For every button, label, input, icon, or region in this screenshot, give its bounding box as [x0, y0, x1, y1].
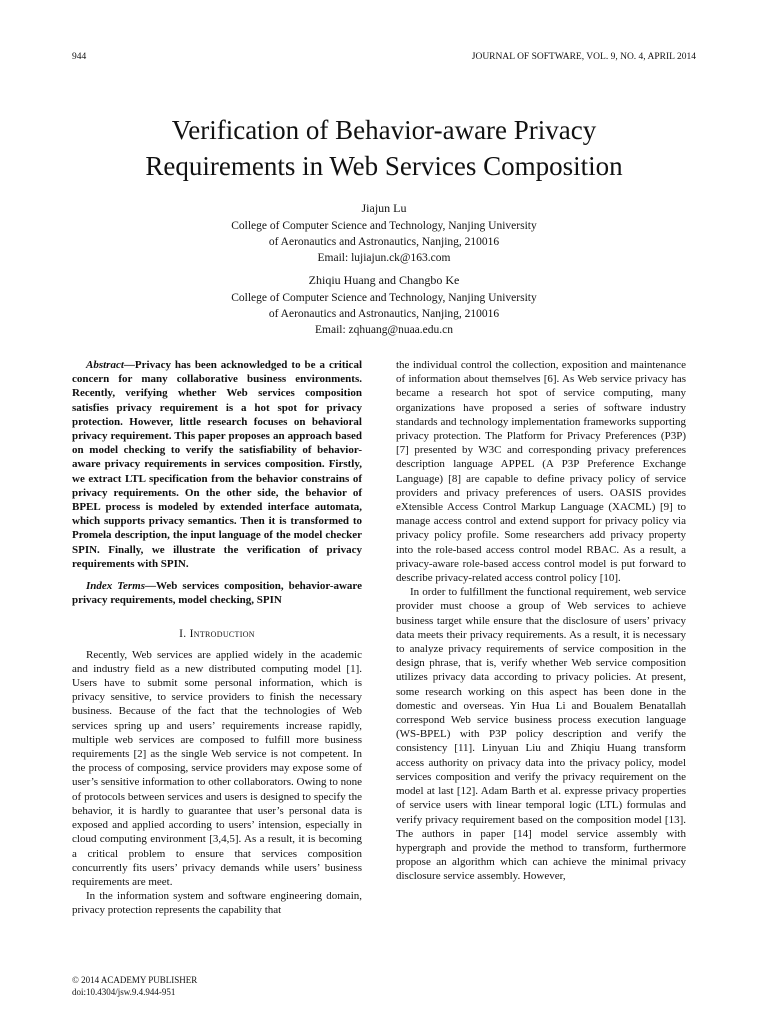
affiliation-line-2: of Aeronautics and Astronautics, Nanjing, 210016 [268, 308, 500, 320]
author-email: Email: lujiajun.ck@163.com [317, 252, 451, 264]
index-terms-text: —Web services composition, behavior-aware privacy requirements, model checking, SPIN [72, 580, 362, 607]
index-terms-label: Index Terms [86, 580, 146, 593]
left-column [72, 358, 362, 918]
section-title: Introduction [189, 628, 255, 641]
affiliation-line-1: College of Computer Science and Technology, Nanjing University [231, 220, 537, 232]
author-name: Zhiqiu Huang and Changbo Ke [308, 273, 460, 287]
right-column [396, 358, 686, 884]
copyright: © 2014 ACADEMY PUBLISHER [72, 975, 198, 985]
author-email: Email: zqhuang@nuaa.edu.cn [315, 324, 453, 336]
doi: doi:10.4304/jsw.9.4.944-951 [72, 986, 176, 997]
journal-name: JOURNAL OF SOFTWARE, VOL. 9, NO. 4, APRIL 2014 [471, 52, 696, 62]
section-numeral: I. [179, 628, 187, 641]
paragraph: Recently, Web services are applied widely in the academic and industry field as a new distributed computing model [1]. Users have to submit some personal information, which is privacy sensitive, to service providers to finish the necessary business. Because of the fact that the technologies of Web services spring up and users’ requirements increase rapidly, multiple web services are composed to fulfill more business requirements [2] as the single Web service is not competent. In the process of composing, service providers may expose some of user’s sensitive information to other collaborators. Owing to none of protocols between services and users is designed to specify the behavior, it is hardly to guarantee that user’s personal data is exposed and applied according to users’ intension, especially in cloud computing environment [3,4,5]. As a result, it is becoming a critical problem to ensure that services composition concurrently fits users’ privacy demands while users’ business requirements are meet. [72, 648, 362, 888]
author-block-2 [60, 272, 708, 338]
paragraph: In the information system and software engineering domain, privacy protection represents the capability that [72, 890, 362, 917]
abstract-label: Abstract [86, 359, 124, 371]
paper-title [60, 112, 708, 184]
running-header [72, 50, 696, 64]
paragraph: In order to fulfillment the functional requirement, web service provider must choose a group of Web services to achieve business target while ensure that the disclosure of users’ privacy data meets their privacy requirements. As a result, it is necessary to analyze privacy requirements of service composition in the design phrase, that is, verify whether Web service composition utilizes privacy data according to privacy policies. At present, some research working on this aspect has been done in the domestic and overseas. Yin Hua Li and Boualem Benatallah correspond Web service business process execution language (WS-BPEL) with P3P policy description and verify the consistency [11]. Linyuan Liu and Zhiqiu Huang transform access authority on privacy data into the privacy policy, model services composition and verify the privacy requirement on the model at last [12]. Adam Barth et al. expresse privacy properties of service users with linear temporal logic (LTL) formulas and verify privacy requirement based on the composition model [13]. The authors in paper [14] model service assembly with hypergraph and provide the method to transform, furthermore propose an algorithm which can achieve the minimal privacy disclosure service assembly. However, [396, 586, 686, 883]
paragraph: the individual control the collection, exposition and maintenance of information about themselves [6]. As Web service privacy has became a research hot spot of service computing, many organizations have proposed a series of software industry standards and technology implementation frameworks supporting privacy protection. The Platform for Privacy Preferences (P3P) [7] presented by W3C and corresponding privacy preferences description language APPEL (A P3P Preference Exchange Language) [8] are capable to define privacy policy of service providers and privacy preferences of users. OASIS provides eXtensible Access Control Markup Language (XACML) [9] to manage access control and extend support for privacy policy via privacy policy profile. Some researchers add privacy property into the role-based access control model RBAC. As a result, a privacy-aware role-based access control model is put forward to describe privacy-related access control policy [10]. [396, 359, 686, 585]
abstract [72, 358, 362, 571]
page-number: 944 [72, 52, 87, 62]
author-block-1 [60, 200, 708, 266]
author-name: Jiajun Lu [361, 201, 407, 215]
affiliation-line-2: of Aeronautics and Astronautics, Nanjing, 210016 [268, 236, 500, 248]
title-line-2: Requirements in Web Services Composition [145, 151, 623, 181]
page-footer [72, 975, 197, 998]
section-heading [72, 627, 362, 641]
abstract-text: —Privacy has been acknowledged to be a critical concern for many collaborative business environments. Recently, verifying whether Web services composition satisfies privacy requirement is a hot spot for privacy protection. However, little research focuses on behavioral privacy requirement. This paper proposes an approach based on model checking to verify the satisfiability of behavior-aware privacy requirements in services composition. Firstly, we extract LTL specification from the behavior constrains of privacy requirements. On the other side, the behavior of BPEL process is modeled by extended interface automata, which supports privacy semantics. Then it is transformed to Promela description, the input language of the model checker SPIN. Finally, we illustrate the verification of privacy requirements with SPIN. [72, 359, 362, 570]
affiliation-line-1: College of Computer Science and Technology, Nanjing University [231, 292, 537, 304]
index-terms [72, 579, 362, 607]
title-line-1: Verification of Behavior-aware Privacy [171, 115, 597, 145]
